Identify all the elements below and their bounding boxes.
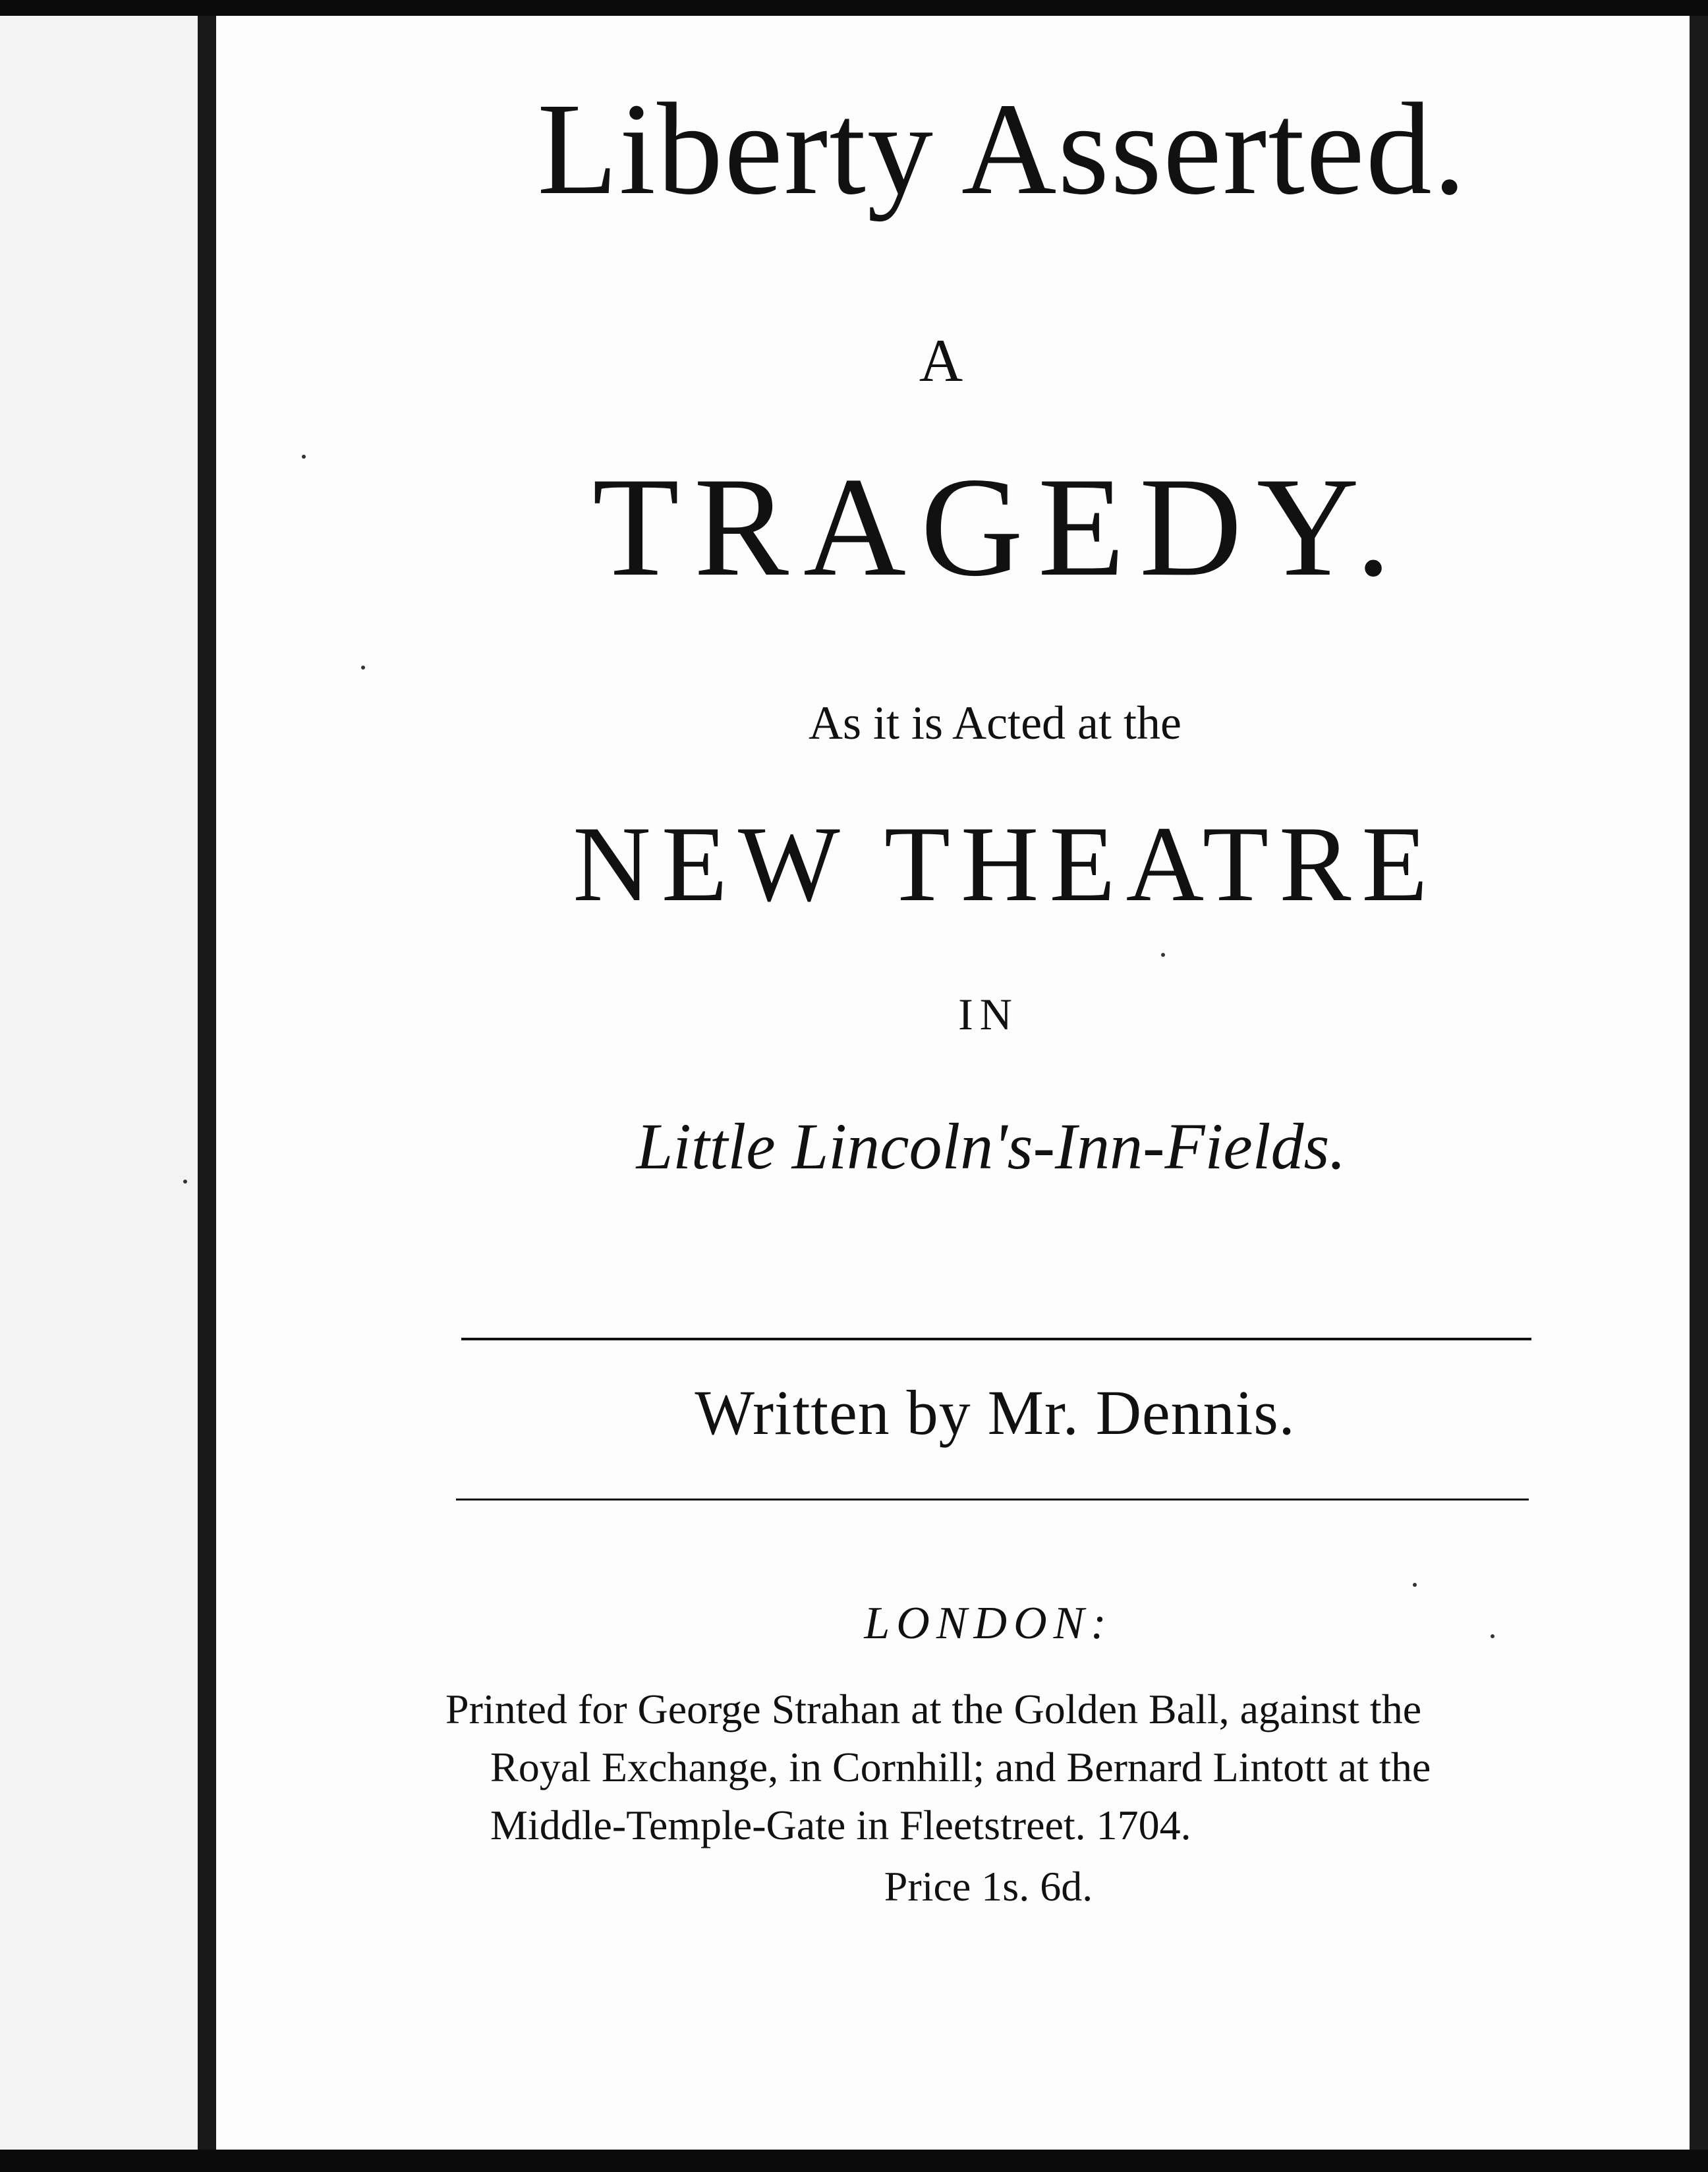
subtitle-article: A bbox=[919, 327, 966, 394]
ink-speck bbox=[302, 455, 306, 459]
author-line: Written by Mr. Dennis. bbox=[695, 1377, 1295, 1448]
left-page-margin bbox=[0, 16, 198, 2150]
in-word: IN bbox=[958, 989, 1019, 1039]
lower-rule bbox=[456, 1499, 1529, 1500]
imprint-line-3: Middle-Temple-Gate in Fleetstreet. 1704. bbox=[490, 1802, 1191, 1848]
top-border bbox=[0, 0, 1708, 16]
ink-speck bbox=[183, 1180, 187, 1184]
right-page-edge bbox=[1690, 16, 1708, 2150]
theatre-location: Little Lincoln's-Inn-Fields. bbox=[636, 1110, 1346, 1183]
ink-speck bbox=[361, 666, 365, 670]
imprint-line-2: Royal Exchange, in Cornhill; and Bernard Lintott at the bbox=[490, 1744, 1431, 1790]
price-line: Price 1s. 6d. bbox=[884, 1863, 1093, 1910]
ink-speck bbox=[1161, 953, 1165, 957]
imprint-line-1: Printed for George Strahan at the Golden Ball, against the bbox=[445, 1686, 1422, 1732]
book-title: Liberty Asserted. bbox=[537, 76, 1467, 222]
imprint-city: LONDON: bbox=[864, 1598, 1113, 1649]
bottom-border bbox=[0, 2150, 1708, 2172]
ink-speck bbox=[1413, 1583, 1417, 1587]
upper-rule bbox=[461, 1338, 1531, 1340]
theatre-name: NEW THEATRE bbox=[573, 805, 1438, 924]
book-gutter bbox=[198, 16, 216, 2150]
ink-speck bbox=[1491, 1634, 1494, 1638]
genre-heading: TRAGEDY. bbox=[592, 448, 1406, 606]
performance-line: As it is Acted at the bbox=[809, 697, 1181, 749]
